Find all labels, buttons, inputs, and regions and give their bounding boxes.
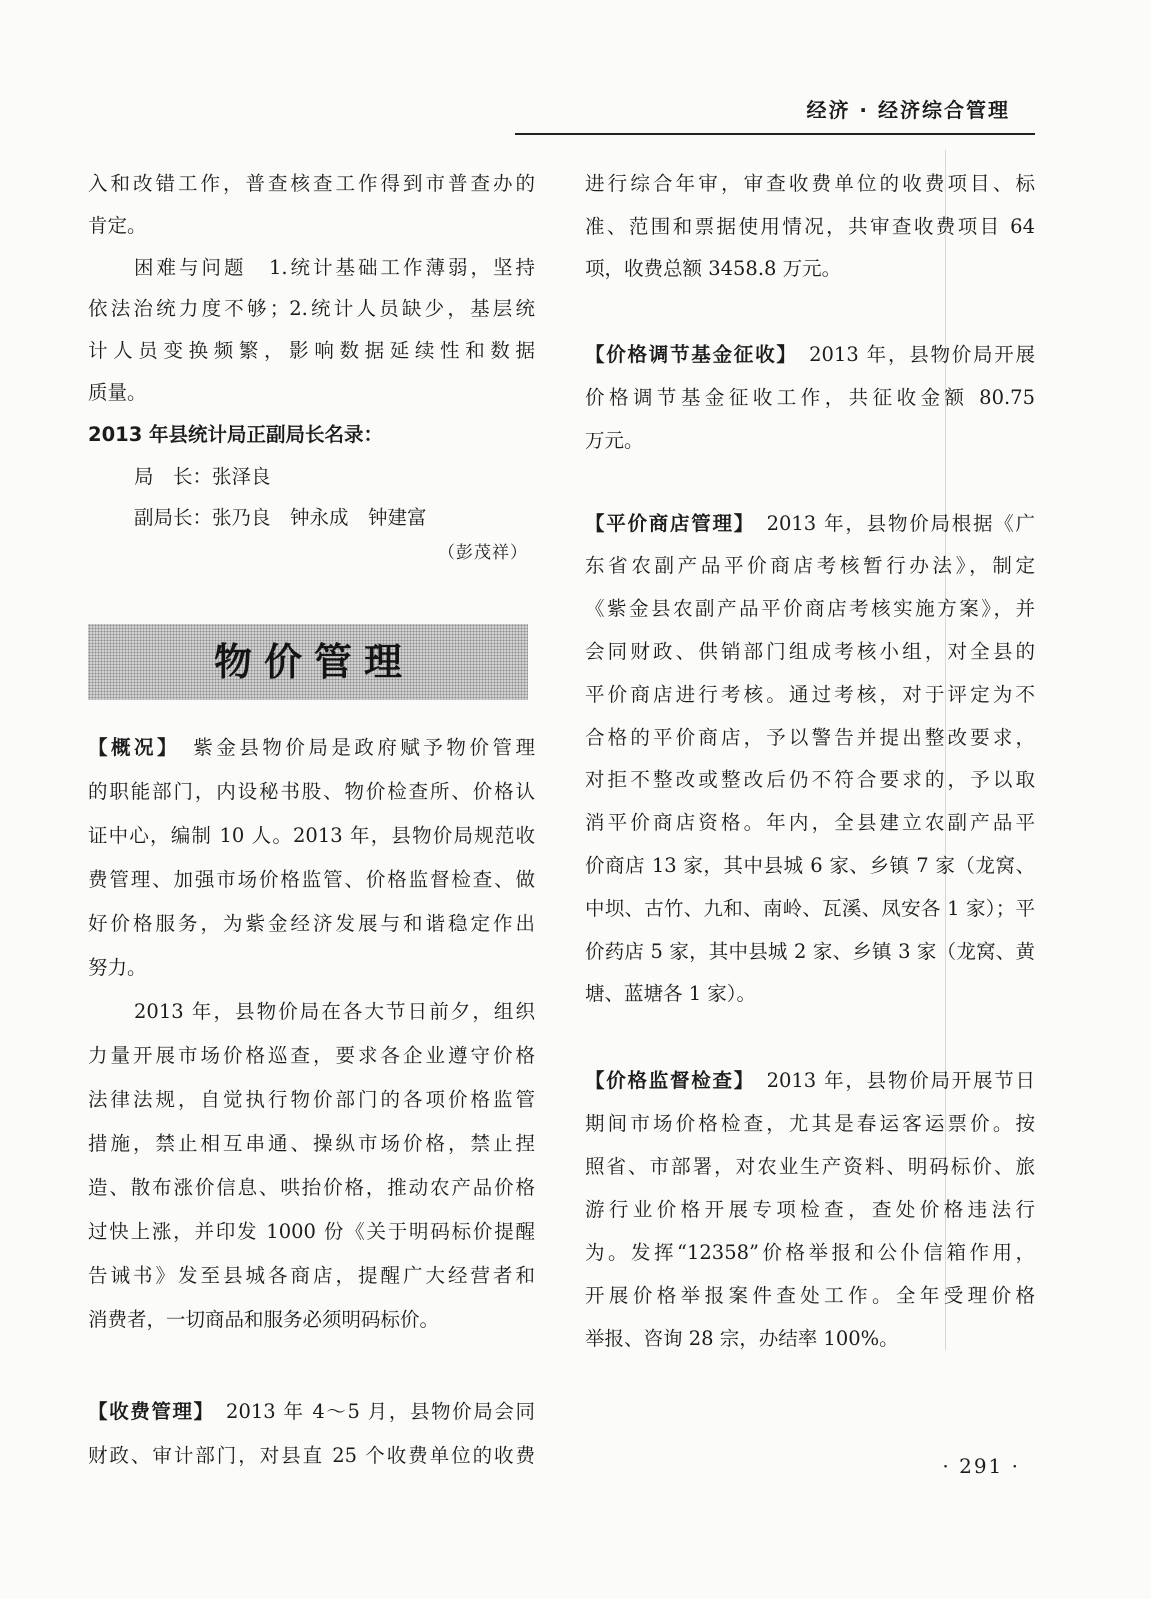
text-span: 2013 年 4～5 月，县物价局会同 [204, 1400, 535, 1423]
text-span: 紫金县物价局是政府赋予物价管理 [170, 736, 535, 759]
text-line: 游行业价格开展专项检查，查处价格违法行 [585, 1197, 1035, 1221]
text-line: 证中心，编制 10 人。2013 年，县物价局规范收 [88, 824, 535, 847]
text-line: 告诫书》发至县城各商店，提醒广大经营者和 [88, 1264, 535, 1287]
statistics-section-end [88, 163, 535, 539]
director-line: 局 长：张泽良 [134, 464, 271, 488]
overview-section [88, 726, 535, 1342]
text-line: 好价格服务，为紫金经济发展与和谐稳定作出 [88, 912, 535, 935]
text-line: 合格的平价商店，予以警告并提出整改要求， [585, 725, 1035, 749]
text-line: 努力。 [88, 956, 147, 979]
text-span: 2013 年，县物价局根据《广 [745, 511, 1035, 535]
text-line: 准、范围和票据使用情况，共审查收费项目 64 [585, 214, 1035, 238]
fee-management-section [88, 1390, 535, 1478]
text-line: 对拒不整改或整改后仍不符合要求的，予以取 [585, 768, 1035, 792]
author-credit: （彭茂祥） [438, 543, 528, 563]
text-line: 中坝、古竹、九和、南岭、瓦溪、凤安各 1 家）；平 [585, 896, 1035, 920]
text-line: 的职能部门，内设秘书股、物价检查所、价格认 [88, 780, 535, 803]
text-line: 举报、咨询 28 宗，办结率 100%。 [585, 1326, 899, 1350]
text-line: 肯定。 [88, 213, 147, 237]
paragraph-label: 【平价商店管理】 [585, 511, 746, 535]
text-line [88, 247, 535, 289]
paragraph-label: 【收费管理】 [88, 1400, 205, 1423]
section-title: 物价管理 [213, 640, 414, 684]
text-span: 1.统计基础工作薄弱，坚持 [246, 255, 535, 279]
text-line: 塘、蓝塘各 1 家）。 [585, 982, 757, 1006]
text-line: 《紫金县农副产品平价商店考核实施方案》，并 [585, 597, 1035, 621]
text-line [585, 1059, 1035, 1102]
paragraph-label: 【价格监督检查】 [585, 1068, 746, 1092]
text-line: 期间市场价格检查，尤其是春运客运票价。按 [585, 1111, 1035, 1135]
text-line: 价格调节基金征收工作，共征收金额 80.75 [585, 386, 1035, 409]
text-line: 过快上涨，并印发 1000 份《关于明码标价提醒 [88, 1220, 535, 1243]
text-line: 措施，禁止相互串通、操纵市场价格，禁止捏 [88, 1132, 535, 1155]
text-line: 会同财政、供销部门组成考核小组，对全县的 [585, 639, 1035, 663]
text-line: 法律法规，自觉执行物价部门的各项价格监管 [88, 1088, 535, 1111]
text-line [585, 503, 1035, 546]
page-number: · 291 · [942, 1454, 1020, 1478]
text-line [585, 333, 1035, 376]
difficulties-label: 困难与问题 [134, 255, 247, 279]
text-line: 消费者，一切商品和服务必须明码标价。 [88, 1308, 440, 1331]
price-fund-section [585, 333, 1035, 462]
paragraph-label: 【价格调节基金征收】 [585, 343, 788, 366]
text-line: 计人员变换频繁，影响数据延续性和数据 [88, 339, 535, 363]
paragraph-label: 【概况】 [88, 736, 171, 759]
text-line: 项，收费总额 3458.8 万元。 [585, 257, 842, 280]
text-line: 平价商店进行考核。通过考核，对于评定为不 [585, 682, 1035, 706]
deputies-line: 副局长：张乃良 钟永成 钟建富 [134, 506, 427, 530]
text-line: 财政、审计部门，对县直 25 个收费单位的收费 [88, 1444, 535, 1467]
fee-management-continued [585, 163, 1035, 291]
text-line: 开展价格举报案件查处工作。全年受理价格 [585, 1283, 1035, 1307]
text-line: 依法治统力度不够；2.统计人员缺少，基层统 [88, 297, 535, 321]
text-line: 东省农副产品平价商店考核暂行办法》，制定 [585, 554, 1035, 578]
running-header: 经济 · 经济综合管理 [806, 98, 1010, 122]
text-line: 为。发挥“12358”价格举报和公仆信箱作用， [585, 1240, 1035, 1264]
text-line: 万元。 [585, 429, 644, 452]
leadership-title: 2013 年县统计局正副局长名录： [88, 422, 384, 446]
text-line: 价商店 13 家，其中县城 6 家、乡镇 7 家（龙窝、 [585, 853, 1035, 877]
text-span: 2013 年，县物价局开展 [787, 343, 1035, 366]
text-line [88, 1390, 535, 1434]
price-supervision-section [585, 1059, 1035, 1360]
text-line: 入和改错工作，普查核查工作得到市普查办的 [88, 172, 535, 195]
text-line: 价药店 5 家，其中县城 2 家、乡镇 3 家（龙窝、黄 [585, 939, 1035, 963]
text-line: 力量开展市场价格巡查，要求各企业遵守价格 [88, 1044, 535, 1067]
text-line: 2013 年，县物价局在各大节日前夕，组织 [134, 1000, 535, 1023]
text-line: 造、散布涨价信息、哄抬价格，推动农产品价格 [88, 1176, 535, 1199]
text-span: 2013 年，县物价局开展节日 [745, 1068, 1035, 1092]
text-line [88, 726, 535, 770]
text-line: 消平价商店资格。年内，全县建立农副产品平 [585, 811, 1035, 835]
text-line: 费管理、加强市场价格监管、价格监督检查、做 [88, 868, 535, 891]
text-line: 质量。 [88, 380, 147, 404]
text-line: 照省、市部署，对农业生产资料、明码标价、旅 [585, 1154, 1035, 1178]
affordable-stores-section [585, 503, 1035, 1017]
section-title-box [88, 624, 528, 700]
text-line: 进行综合年审，审查收费单位的收费项目、标 [585, 172, 1035, 195]
header-rule [515, 133, 1035, 135]
